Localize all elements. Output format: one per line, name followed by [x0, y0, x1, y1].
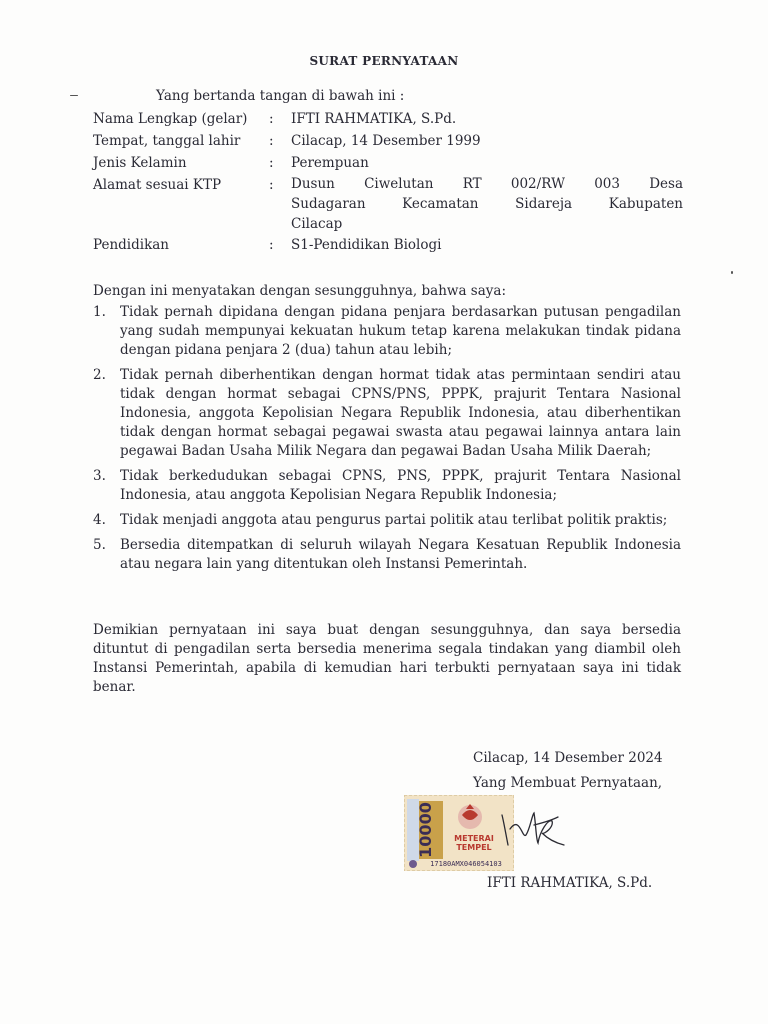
field-gender	[93, 152, 683, 174]
item-number: 5.	[93, 537, 106, 553]
scan-speck	[70, 95, 78, 96]
stamp-value-text: 10000	[416, 802, 435, 858]
stamp-label-1: METERAI	[454, 834, 494, 843]
item-number: 2.	[93, 367, 106, 383]
address-line-3: Cilacap	[291, 216, 343, 232]
field-label: Nama Lengkap (gelar)	[93, 111, 248, 127]
list-item	[93, 536, 681, 574]
field-value: Cilacap, 14 Desember 1999	[291, 133, 481, 149]
signer-name: IFTI RAHMATIKA, S.Pd.	[487, 875, 653, 891]
field-address	[93, 174, 683, 234]
handwritten-signature-icon	[492, 795, 572, 855]
item-number: 4.	[93, 512, 106, 528]
field-value	[291, 174, 683, 234]
address-line-1: Dusun Ciwelutan RT 002/RW 003 Desa	[291, 176, 683, 192]
identity-fields	[93, 108, 683, 256]
statement-intro: Dengan ini menyatakan dengan sesungguhnya, bahwa saya:	[93, 283, 506, 299]
closing-paragraph: Demikian pernyataan ini saya buat dengan sesungguhnya, dan saya bersedia dituntut di pengadilan serta bersedia menerima segala tindakan yang diambil oleh Instansi Pemerintah, apabila di kemudian hari terbukti pernyataan saya ini tidak benar.	[93, 622, 681, 695]
item-number: 1.	[93, 304, 106, 320]
list-item	[93, 511, 681, 530]
field-colon: :	[269, 237, 274, 253]
field-value: IFTI RAHMATIKA, S.Pd.	[291, 111, 457, 127]
list-item	[93, 366, 681, 461]
field-colon: :	[269, 155, 274, 171]
field-education	[93, 234, 683, 256]
item-text: Tidak menjadi anggota atau pengurus partai politik atau terlibat politik praktis;	[120, 512, 668, 528]
document-title: SURAT PERNYATAAN	[309, 54, 459, 68]
list-item	[93, 467, 681, 505]
field-birth	[93, 130, 683, 152]
field-label: Alamat sesuai KTP	[93, 177, 222, 193]
field-label: Pendidikan	[93, 237, 170, 253]
signer-role: Yang Membuat Pernyataan,	[473, 775, 663, 791]
field-label: Jenis Kelamin	[93, 155, 187, 171]
item-text: Tidak pernah dipidana dengan pidana penjara berdasarkan putusan pengadilan yang sudah mempunyai kekuatan hukum tetap karena melakukan tindak pidana dengan pidana penjara 2 (dua) tahun atau lebih;	[120, 304, 681, 358]
field-value: S1-Pendidikan Biologi	[291, 237, 442, 253]
field-label: Tempat, tanggal lahir	[93, 133, 241, 149]
item-number: 3.	[93, 468, 106, 484]
scan-speck	[731, 271, 733, 274]
list-item	[93, 303, 681, 360]
field-name	[93, 108, 683, 130]
statement-list	[93, 303, 681, 580]
intro-text: Yang bertanda tangan di bawah ini :	[156, 88, 405, 104]
place-date: Cilacap, 14 Desember 2024	[473, 750, 663, 766]
item-text: Bersedia ditempatkan di seluruh wilayah Negara Kesatuan Republik Indonesia atau negara lain yang ditentukan oleh Instansi Pemerintah.	[120, 537, 681, 572]
item-text: Tidak berkedudukan sebagai CPNS, PNS, PPPK, prajurit Tentara Nasional Indonesia, atau anggota Kepolisian Negara Republik Indonesia;	[120, 468, 681, 503]
field-colon: :	[269, 133, 274, 149]
stamp-serial: 17180AMX046054103	[430, 860, 502, 868]
stamp-label-2: TEMPEL	[456, 843, 492, 852]
field-colon: :	[269, 177, 274, 193]
item-text: Tidak pernah diberhentikan dengan hormat tidak atas permintaan sendiri atau tidak dengan hormat sebagai CPNS/PNS, PPPK, prajurit Tentara Nasional Indonesia, anggota Kepolisian Negara Republik Indonesia, atau diberhentikan tidak dengan hormat sebagai pegawai swasta atau pegawai lainnya antara lain pegawai Badan Usaha Milik Negara dan pegawai Badan Usaha Milik Daerah;	[120, 367, 681, 459]
field-value: Perempuan	[291, 155, 369, 171]
field-colon: :	[269, 111, 274, 127]
address-line-2: Sudagaran Kecamatan Sidareja Kabupaten	[291, 196, 683, 212]
